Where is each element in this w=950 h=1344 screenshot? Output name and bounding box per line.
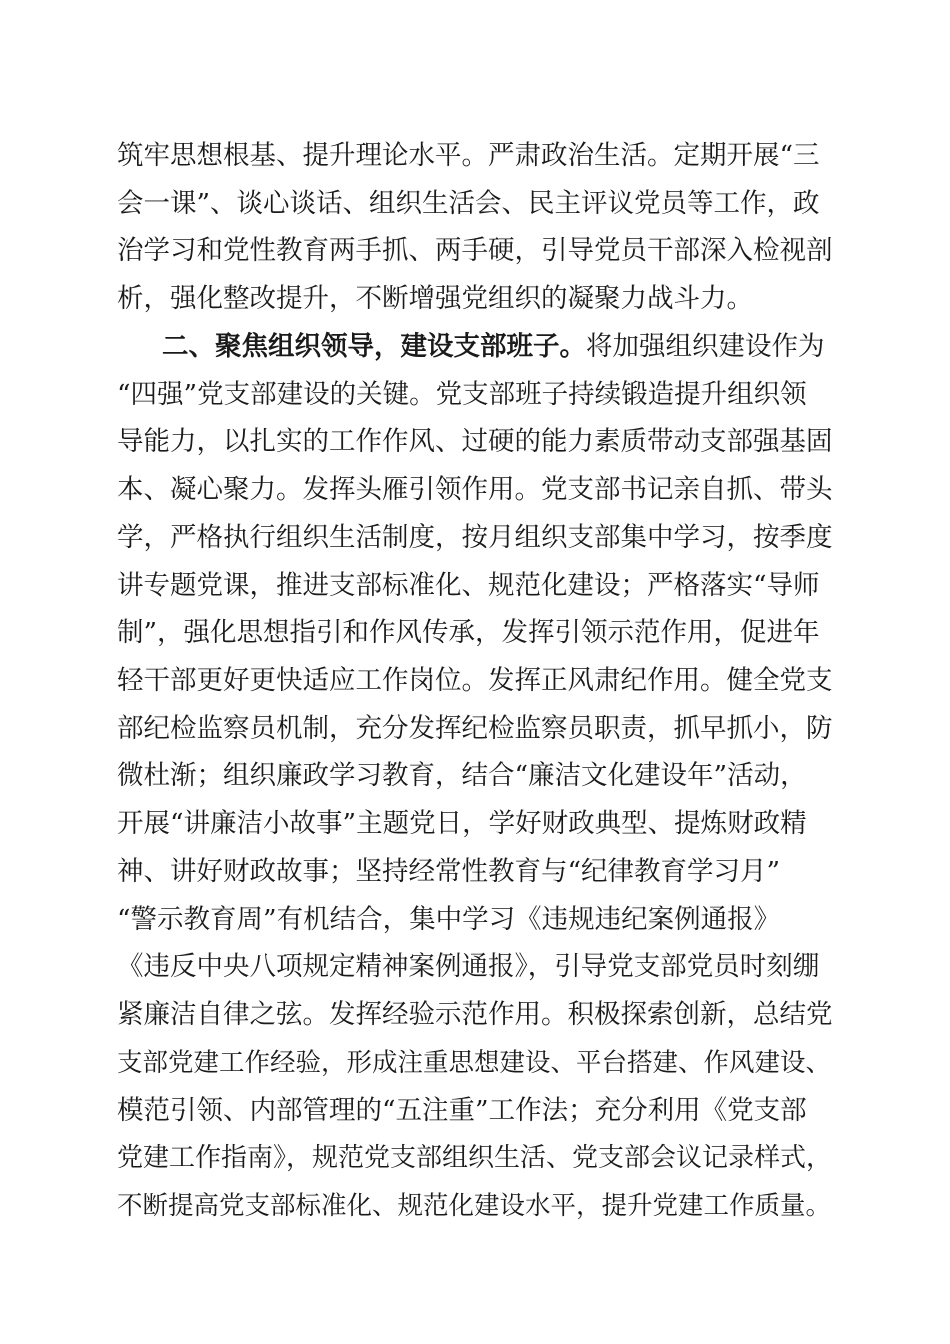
- body-text-line: [117, 418, 841, 466]
- line-text: 《违反中央八项规定精神案例通报》，引导党支部党员时刻绷: [117, 951, 820, 982]
- line-text: 筑牢思想根基、提升理论水平。严肃政治生活。定期开展“三: [117, 140, 820, 171]
- line-text: 治学习和党性教育两手抓、两手硬，引导党员干部深入检视剖: [117, 235, 833, 266]
- body-text-line: [117, 466, 841, 514]
- body-text-line: [117, 609, 841, 657]
- line-text: 党建工作指南》，规范党支部组织生活、党支部会议记录样式，: [117, 1143, 833, 1173]
- body-text-line: [117, 657, 841, 705]
- body-text-line: [117, 180, 841, 228]
- line-text: 紧廉洁自律之弦。发挥经验示范作用。积极探索创新，总结党: [117, 999, 833, 1030]
- line-text: “四强”党支部建设的关键。党支部班子持续锻造提升组织领: [117, 379, 807, 410]
- body-text-line: [117, 752, 841, 800]
- body-text-line: [117, 1039, 841, 1087]
- body-text-line: [117, 1134, 841, 1182]
- body-text-line: [117, 848, 841, 896]
- body-text-line: [117, 943, 841, 991]
- line-text: 微杜渐；组织廉政学习教育，结合“廉洁文化建设年”活动，: [117, 760, 807, 791]
- body-text-line: [117, 1087, 841, 1135]
- body-text-line: [117, 275, 841, 323]
- line-text: 本、凝心聚力。发挥头雁引领作用。党支部书记亲自抓、带头: [117, 474, 833, 505]
- line-text: “警示教育周”有机结合，集中学习《违规违纪案例通报》: [117, 904, 781, 935]
- line-text: 学，严格执行组织生活制度，按月组织支部集中学习，按季度: [117, 522, 833, 553]
- body-text-line: [117, 227, 841, 275]
- body-text-line: [117, 800, 841, 848]
- line-text: 制”，强化思想指引和作风传承，发挥引领示范作用，促进年: [117, 617, 820, 648]
- body-text-line: [117, 991, 841, 1039]
- body-text-line: [117, 896, 841, 944]
- line-text: 支部党建工作经验，形成注重思想建设、平台搭建、作风建设、: [117, 1048, 832, 1078]
- line-text: 会一课”、谈心谈话、组织生活会、民主评议党员等工作，政: [117, 188, 820, 219]
- line-text: 导能力，以扎实的工作作风、过硬的能力素质带动支部强基固: [117, 426, 833, 457]
- line-text: 部纪检监察员机制，充分发挥纪检监察员职责，抓早抓小，防: [117, 713, 833, 744]
- line-text: 开展“讲廉洁小故事”主题党日，学好财政典型、提炼财政精: [117, 808, 807, 839]
- line-text: 讲专题党课，推进支部标准化、规范化建设；严格落实“导师: [117, 570, 820, 601]
- line-text: 模范引领、内部管理的“五注重”工作法；充分利用《党支部: [117, 1095, 807, 1126]
- body-text-line: [117, 1182, 841, 1230]
- line-text: 不断提高党支部标准化、规范化建设水平，提升党建工作质量。: [117, 1191, 832, 1221]
- section-heading-line: [162, 323, 842, 371]
- line-text: 析，强化整改提升，不断增强党组织的凝聚力战斗力。: [117, 283, 753, 314]
- line-text: 神、讲好财政故事；坚持经常性教育与“纪律教育学习月”: [117, 856, 781, 887]
- body-text-line: [117, 562, 841, 610]
- line-text: 轻干部更好更快适应工作岗位。发挥正风肃纪作用。健全党支: [117, 665, 833, 696]
- body-text-line: [117, 371, 841, 419]
- body-text-line: [117, 705, 841, 753]
- section-heading: 二、聚焦组织领导，建设支部班子。: [162, 331, 586, 362]
- line-text: 将加强组织建设作为: [586, 331, 825, 362]
- body-text-line: [117, 132, 841, 180]
- body-text-line: [117, 514, 841, 562]
